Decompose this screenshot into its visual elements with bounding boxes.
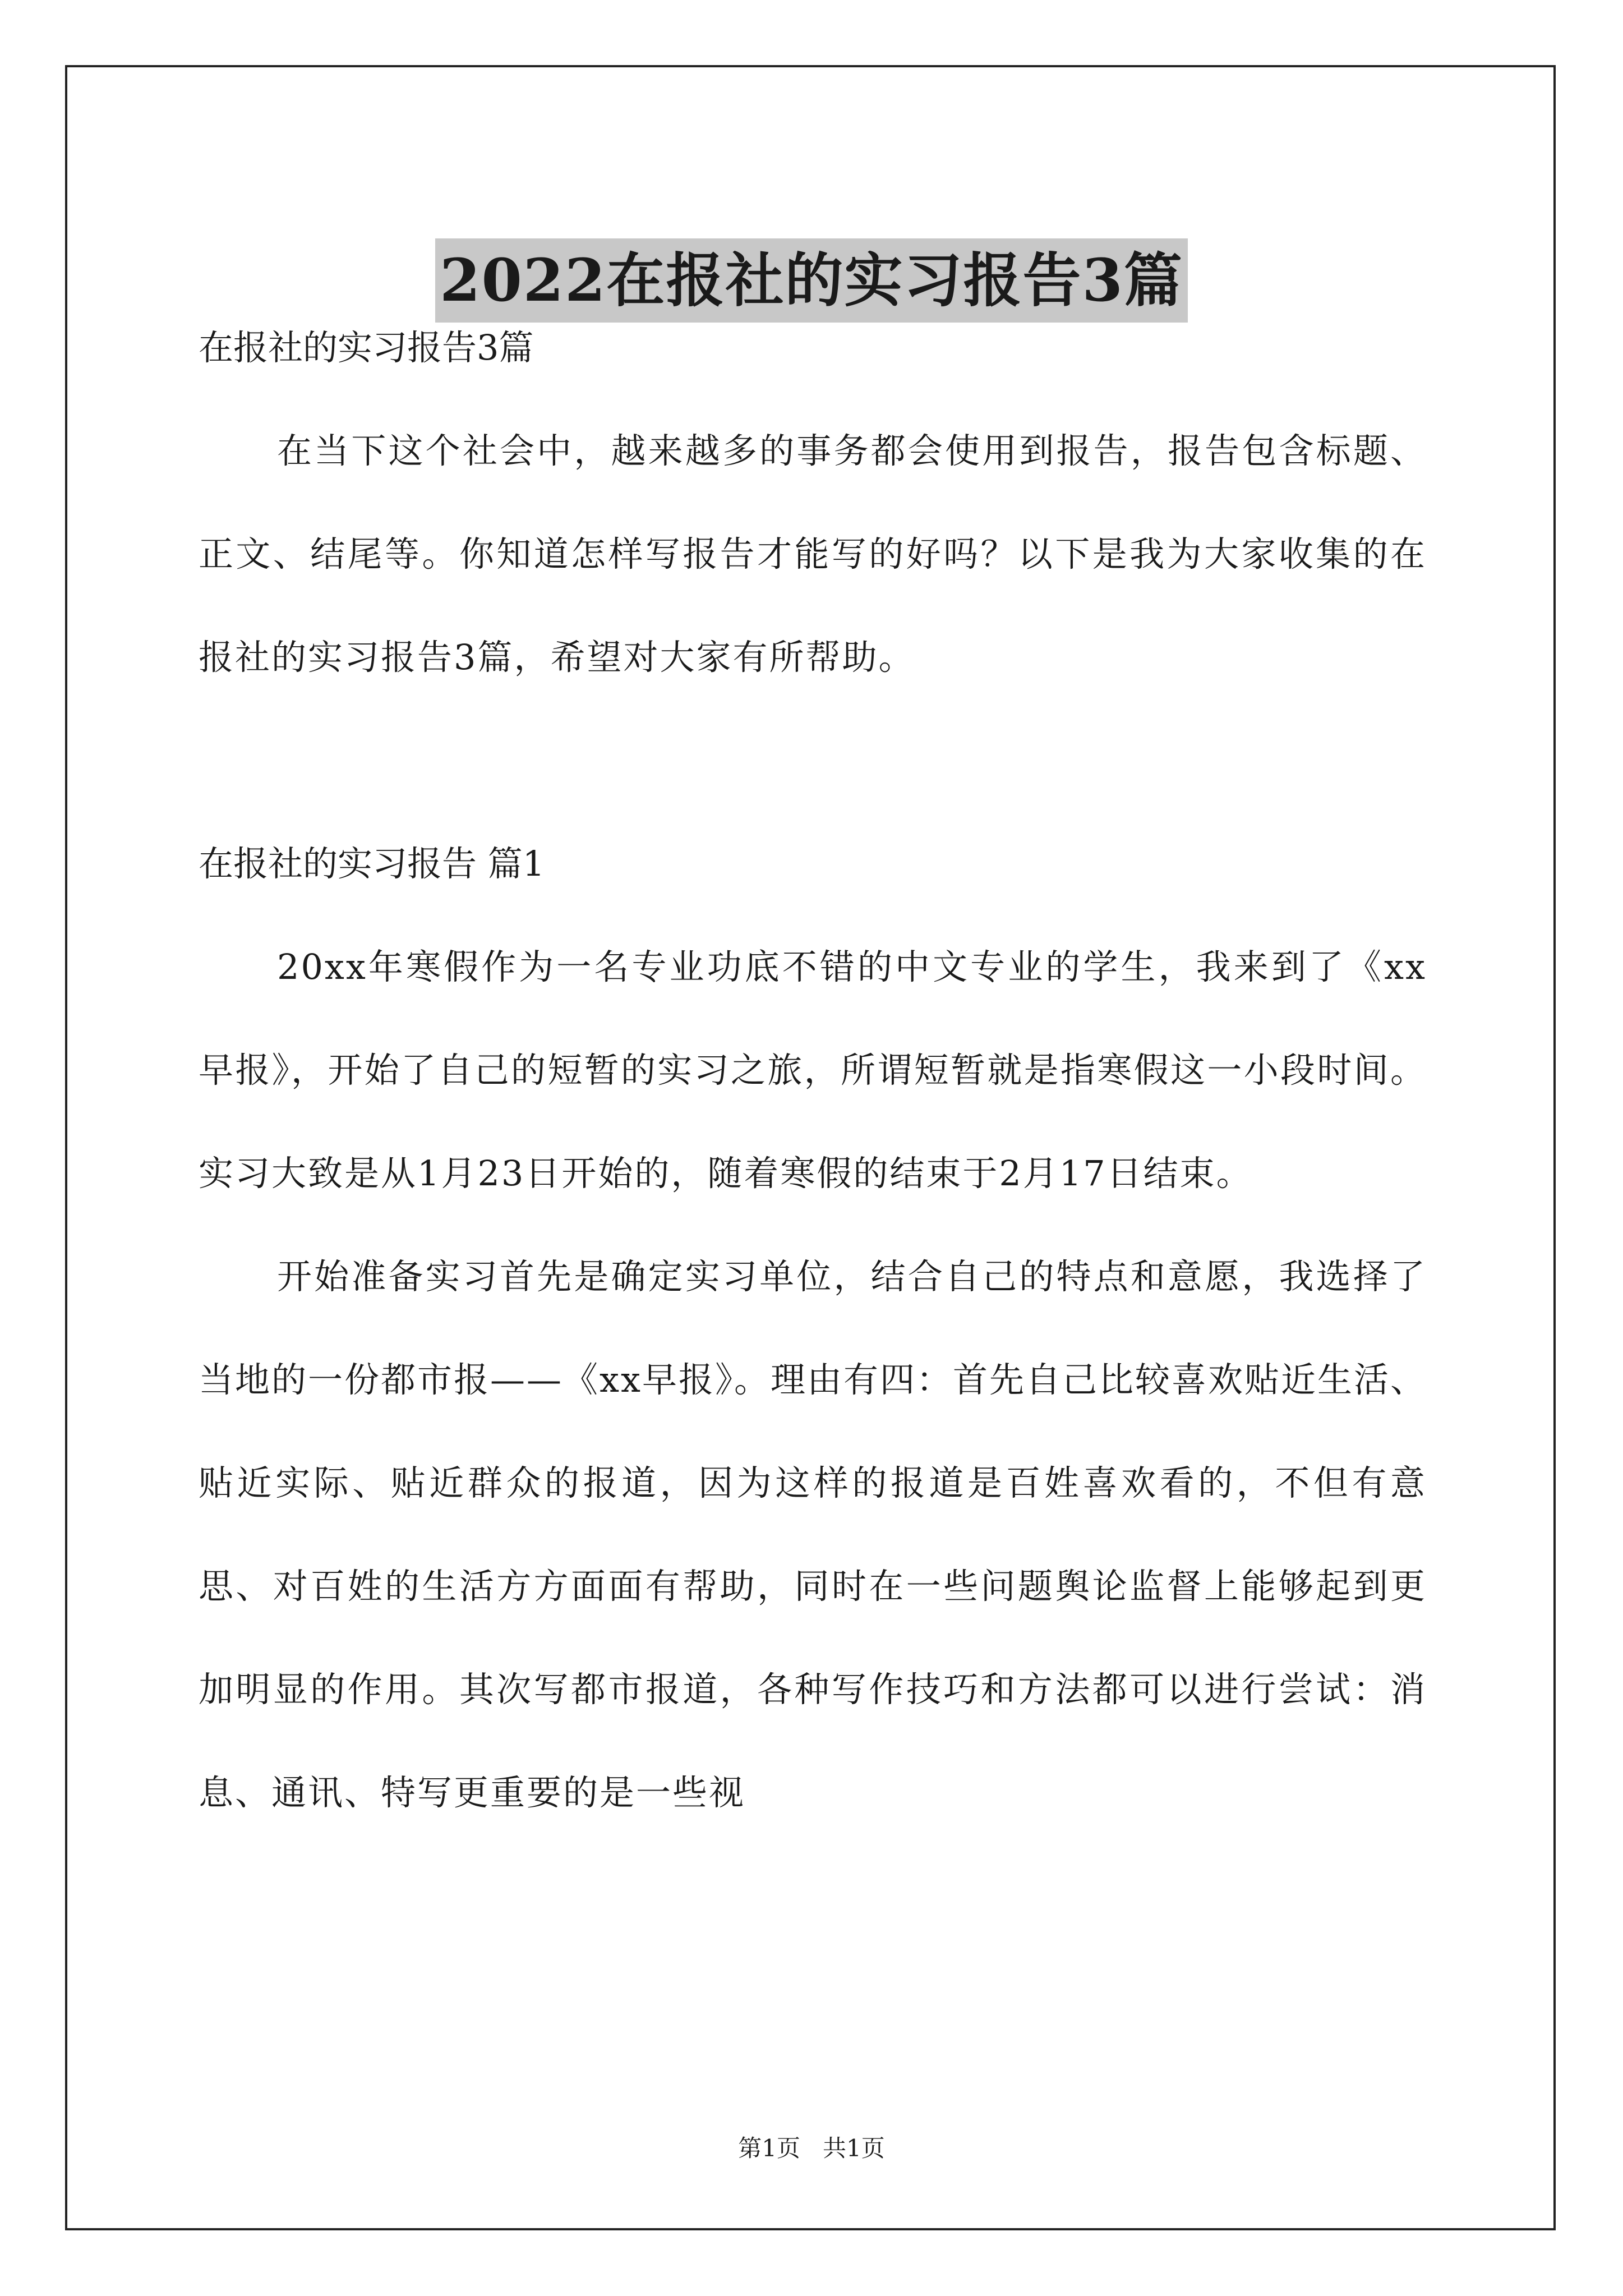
- page-footer: 第1页 共1页: [738, 2134, 885, 2162]
- intro-paragraph: 在当下这个社会中，越来越多的事务都会使用到报告，报告包含标题、正文、结尾等。你知道怎样写报告才能写的好吗？以下是我为大家收集的在报社的实习报告3篇，希望对大家有所帮助。: [199, 430, 1427, 678]
- document-title: 2022在报社的实习报告3篇: [435, 238, 1188, 323]
- body-paragraph-2: 开始准备实习首先是确定实习单位，结合自己的特点和意愿，我选择了当地的一份都市报——《xx早报》。理由有四：首先自己比较喜欢贴近生活、贴近实际、贴近群众的报道，因为这样的报道是百姓喜欢看的，不但有意思、对百姓的生活方方面面有帮助，同时在一些问题舆论监督上能够起到更加明显的作用。其次写都市报道，各种写作技巧和方法都可以进行尝试：消息、通讯、特写更重要的是一些视: [199, 1256, 1427, 1813]
- body-paragraph-1: 20xx年寒假作为一名专业功底不错的中文专业的学生，我来到了《xx早报》，开始了自己的短暂的实习之旅，所谓短暂就是指寒假这一小段时间。实习大致是从1月23日开始的，随着寒假的结束于2月17日结束。: [199, 946, 1427, 1194]
- document-subtitle: 在报社的实习报告3篇: [199, 327, 534, 368]
- document-body: [199, 296, 1427, 1844]
- section-heading: 在报社的实习报告 篇1: [199, 843, 545, 884]
